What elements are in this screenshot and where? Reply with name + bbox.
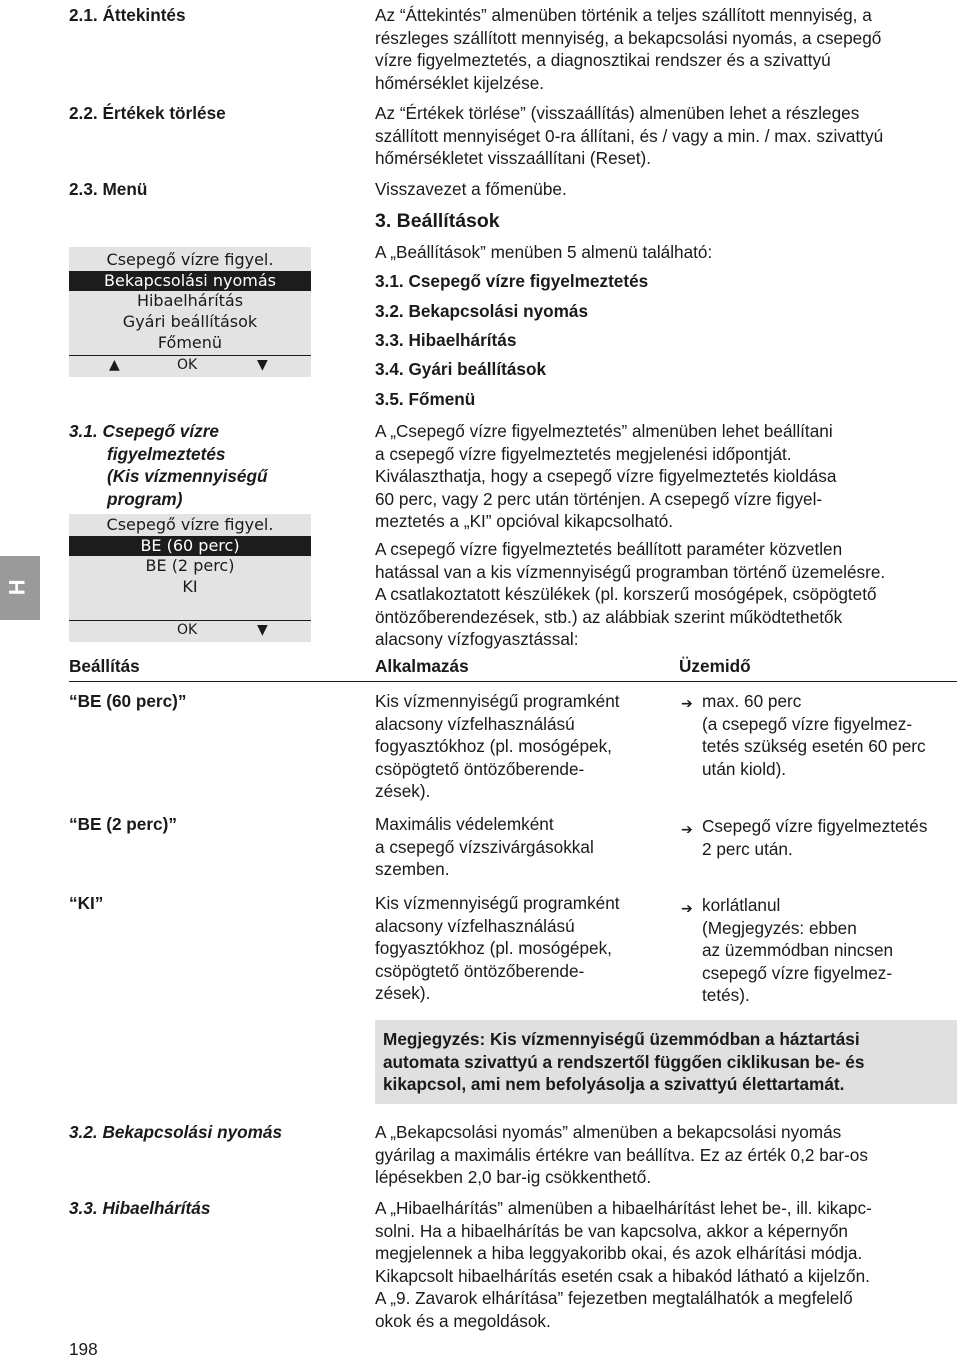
table-row-3-usage [375, 892, 620, 1005]
section-2-3-text [375, 178, 957, 201]
text-line: csöpögtető öntözőberende- [375, 960, 585, 981]
text-line: kikapcsol, ami nem befolyásolja a szivattyú élettartamát. [383, 1074, 845, 1095]
text-line: megjelennek a hiba leggyakoribb okai, és azok elhárítási módja. [375, 1243, 863, 1264]
section-2-1-text [375, 4, 957, 94]
lcd-row: Csepegő vízre figyel. [106, 250, 274, 269]
text-line: A csatlakoztatott készülékek (pl. korszerű mosógépek, csöpögtető [375, 584, 877, 605]
lcd-nav-bar [69, 355, 311, 374]
text-line: az üzemmódban nincsen [702, 940, 894, 961]
text-line: Kiválaszthatja, hogy a csepegő vízre figyelmeztetés kioldása [375, 466, 837, 487]
heading-line: program) [107, 488, 183, 509]
text-line: A csepegő vízre figyelmeztetés beállított paraméter közvetlen [375, 539, 843, 559]
text-line: alacsony vízfogyasztással: [375, 629, 579, 650]
table-row-2-setting: “BE (2 perc)” [69, 814, 177, 834]
page-number: 198 [69, 1339, 98, 1359]
table-header-setting: Beállítás [69, 656, 140, 676]
text-line: Csepegő vízre figyelmeztetés [702, 816, 928, 836]
text-line: Kis vízmennyiségű programként [375, 893, 620, 913]
note-box [375, 1020, 957, 1104]
text-line: 2 perc után. [702, 838, 793, 859]
text-line: a csepegő vízre figyelmeztetés megjelenési időpontját. [375, 443, 792, 464]
text-line: fogyasztókhoz (pl. mosógépek, [375, 938, 612, 959]
text-line: A „Bekapcsolási nyomás” almenüben a bekapcsolási nyomás [375, 1122, 842, 1142]
arrow-icon: ➔ [681, 900, 693, 916]
table-row-1-runtime [702, 690, 926, 780]
text-line: tetés). [702, 985, 750, 1006]
down-arrow-icon: ▼ [257, 622, 268, 638]
text-line: meztetés a „KI” opcióval kikapcsolható. [375, 511, 674, 532]
text-line: csöpögtető öntözőberende- [375, 758, 585, 779]
text-line: Kis vízmennyiségű programként [375, 691, 620, 711]
text-line: zések). [375, 983, 431, 1004]
text-line: solni. Ha a hibaelhárítás be van kapcsolva, akkor a képernyőn [375, 1220, 848, 1241]
text-line: öntözőberendezések, stb.) az alábbiak szerint működtethetők [375, 606, 843, 627]
text-line: A „Hibaelhárítás” almenüben a hibaelhárítást lehet be-, ill. kikapc- [375, 1198, 872, 1218]
section-3-3-heading: 3.3. Hibaelhárítás [69, 1198, 211, 1218]
down-arrow-icon: ▼ [257, 357, 268, 373]
text-line: fogyasztókhoz (pl. mosógépek, [375, 736, 612, 757]
text-line: csepegő vízre figyelmez- [702, 962, 893, 983]
heading-line: 3.1. Csepegő vízre [69, 421, 219, 441]
lcd-ok-label: OK [177, 357, 198, 373]
arrow-icon: ➔ [681, 695, 693, 711]
text-line: Az “Értékek törlése” (visszaállítás) almenüben lehet a részleges [375, 103, 860, 123]
text-line: részleges szállított mennyiség, a bekapcsolási nyomás, a csepegő [375, 27, 882, 48]
text-line: Maximális védelemként [375, 814, 554, 834]
settings-item-3-1: 3.1. Csepegő vízre figyelmeztetés [375, 271, 649, 291]
text-line: max. 60 perc [702, 691, 802, 711]
lcd-row-selected: BE (60 perc) [69, 536, 311, 557]
section-2-1-heading: 2.1. Áttekintés [69, 5, 186, 25]
text-line: hőmérsékletet visszaállítani (Reset). [375, 148, 652, 169]
lcd-row: BE (2 perc) [145, 556, 235, 576]
section-3-2-text [375, 1121, 957, 1189]
text-line: Az “Áttekintés” almenüben történik a teljes szállított mennyiség, a [375, 5, 872, 25]
table-row-1-usage [375, 690, 620, 803]
text-line: automata szivattyú a rendszertől függően ciklikusan be- és [383, 1051, 865, 1072]
text-line: okok és a megoldások. [375, 1310, 551, 1331]
table-row-2-usage [375, 813, 594, 881]
lcd-row: Főmenü [157, 332, 223, 352]
table-row-1-setting: “BE (60 perc)” [69, 691, 187, 711]
section-2-2-text [375, 102, 957, 170]
section-3-1-para-2 [375, 538, 957, 651]
table-row-3-setting: “KI” [69, 893, 104, 913]
up-arrow-icon: ▲ [109, 357, 120, 373]
settings-title: 3. Beállítások [375, 210, 500, 232]
section-2-3-heading: 2.3. Menü [69, 179, 148, 199]
settings-item-3-2: 3.2. Bekapcsolási nyomás [375, 301, 589, 321]
settings-item-3-5: 3.5. Főmenü [375, 389, 476, 409]
text-line: Megjegyzés: Kis vízmennyiségű üzemmódban a háztartási [383, 1029, 860, 1049]
table-row-2-runtime [702, 815, 927, 860]
lcd-row: Hibaelhárítás [136, 291, 244, 311]
language-tab [0, 556, 40, 620]
text-line: gyárilag a maximális értékre van beállítva. Ez az érték 0,2 bar-os [375, 1144, 868, 1165]
text-line: alacsony vízfelhasználású [375, 713, 575, 734]
text-line: a csepegő vízszivárgásokkal [375, 836, 594, 857]
settings-item-3-3: 3.3. Hibaelhárítás [375, 330, 517, 350]
table-header-usage: Alkalmazás [375, 656, 469, 676]
text-line: szállított mennyiséget 0-ra állítani, és / vagy a min. / max. szivattyú [375, 125, 884, 146]
arrow-icon: ➔ [681, 821, 693, 837]
section-3-1-heading [69, 420, 267, 510]
text-line: lépésekben 2,0 bar-ig csökkenthető. [375, 1167, 652, 1188]
heading-line: figyelmeztetés [107, 443, 226, 464]
lcd-nav-bar [69, 620, 311, 639]
section-3-2-heading: 3.2. Bekapcsolási nyomás [69, 1122, 283, 1142]
settings-intro: A „Beállítások” menüben 5 almenü található: [375, 242, 713, 262]
text-line: Kikapcsolt hibaelhárítás esetén csak a hibakód látható a kijelzőn. [375, 1265, 870, 1286]
text-line: hatással van a kis vízmennyiségű programban történő üzemelésre. [375, 561, 886, 582]
text-line: szemben. [375, 859, 450, 880]
lcd-settings-menu [69, 247, 311, 377]
text-line: (a csepegő vízre figyelmez- [702, 713, 913, 734]
text-line: alacsony vízfelhasználású [375, 915, 575, 936]
text-line: tetés szükség esetén 60 perc [702, 736, 926, 757]
text-line: A „Csepegő vízre figyelmeztetés” almenüben lehet beállítani [375, 421, 833, 441]
text-line: vízre figyelmeztetés, a diagnosztikai rendszer és a szivattyú [375, 50, 831, 71]
heading-line: (Kis vízmennyiségű [107, 466, 268, 487]
text-line: korlátlanul [702, 895, 781, 915]
note-text [383, 1028, 864, 1096]
text-line: után kiold). [702, 758, 787, 779]
language-tab-label: H [4, 579, 30, 596]
text-line: 60 perc, vagy 2 perc után történjen. A csepegő vízre figyel- [375, 488, 823, 509]
text-line: Visszavezet a főmenübe. [375, 179, 567, 199]
section-3-1-para-1 [375, 420, 957, 533]
lcd-row: Gyári beállítások [122, 312, 258, 332]
table-header-runtime: Üzemidő [679, 656, 751, 676]
text-line: (Megjegyzés: ebben [702, 917, 857, 938]
section-3-3-text [375, 1197, 957, 1333]
table-rule [69, 681, 957, 682]
table-row-3-runtime [702, 894, 893, 1007]
settings-item-3-4: 3.4. Gyári beállítások [375, 359, 547, 379]
section-2-2-heading: 2.2. Értékek törlése [69, 103, 226, 123]
text-line: zések). [375, 781, 431, 802]
text-line: A „9. Zavarok elhárítása” fejezetben megtalálhatók a megfelelő [375, 1288, 853, 1309]
lcd-row: KI [182, 577, 198, 597]
lcd-ok-label: OK [177, 622, 198, 638]
lcd-drip-warning [69, 514, 311, 642]
lcd-row: Csepegő vízre figyel. [106, 515, 274, 534]
lcd-row-selected: Bekapcsolási nyomás [69, 271, 311, 292]
text-line: hőmérséklet kijelzése. [375, 72, 545, 93]
